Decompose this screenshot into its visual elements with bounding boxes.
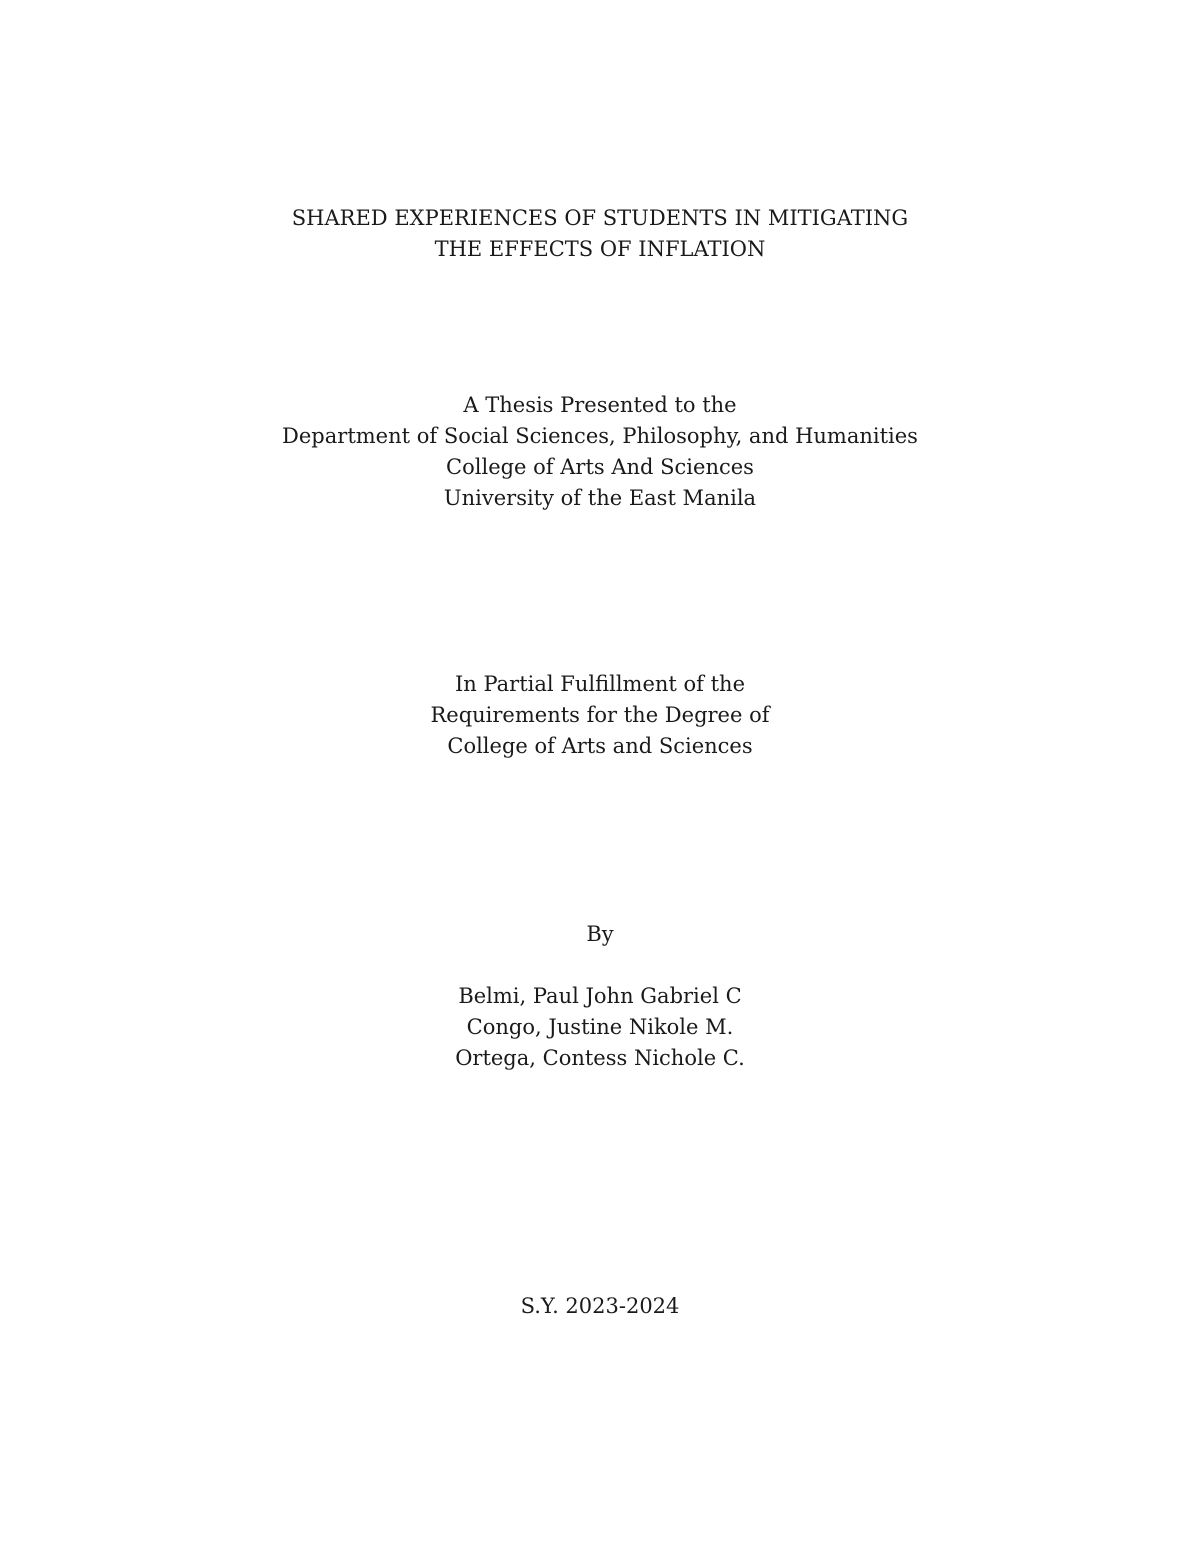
by-label (0, 919, 1200, 950)
fulfillment-line-3: College of Arts and Sciences (447, 734, 753, 758)
department-name: Department of Social Sciences, Philosophy, and Humanities (282, 424, 918, 448)
author-list (0, 981, 1200, 1074)
by-label-text: By (586, 922, 614, 946)
thesis-title-line-1: SHARED EXPERIENCES OF STUDENTS IN MITIGATING (291, 206, 909, 230)
fulfillment-statement (0, 669, 1200, 762)
fulfillment-line-1: In Partial Fulfillment of the (454, 672, 746, 696)
fulfillment-line-2: Requirements for the Degree of (430, 703, 770, 727)
presentation-statement (0, 390, 1200, 514)
thesis-title (0, 203, 1200, 265)
college-name: College of Arts And Sciences (446, 455, 754, 479)
university-name: University of the East Manila (443, 486, 757, 510)
author-name: Belmi, Paul John Gabriel C (458, 984, 742, 1008)
author-name: Congo, Justine Nikole M. (466, 1015, 734, 1039)
author-name: Ortega, Contess Nichole C. (455, 1046, 745, 1070)
school-year-text: S.Y. 2023-2024 (520, 1294, 680, 1318)
school-year (0, 1291, 1200, 1322)
presented-to-line: A Thesis Presented to the (463, 393, 737, 417)
thesis-title-line-2: THE EFFECTS OF INFLATION (434, 237, 766, 261)
